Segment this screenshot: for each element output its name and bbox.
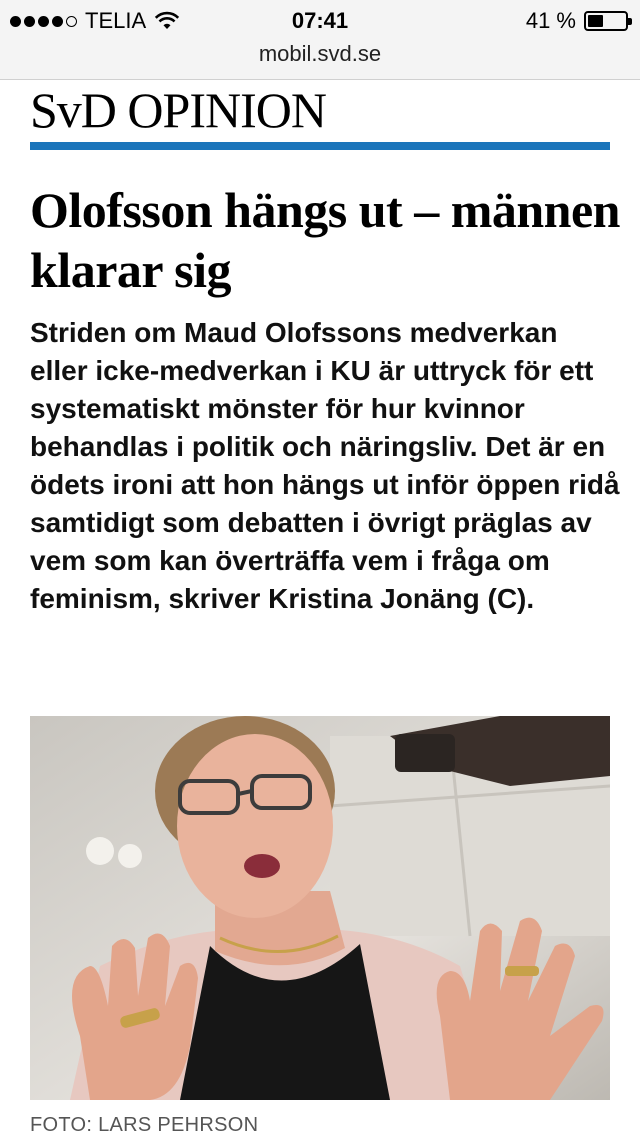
photo-caption: FOTO: LARS PEHRSON: [30, 1114, 259, 1136]
battery-fill: [588, 15, 603, 27]
status-time: 07:41: [291, 8, 349, 33]
carrier-name: TELIA: [85, 8, 147, 33]
article-photo-image: [30, 716, 610, 1100]
browser-top-bar: [0, 0, 640, 80]
url-address-bar[interactable]: mobil.svd.se: [258, 41, 382, 66]
header-accent-rule: [30, 142, 610, 150]
article-lead: Striden om Maud Olofssons medverkan eller icke-medverkan i KU är uttryck för ett systematiskt mönster för hur kvinnor behandlas i politik och näringsliv. Det är en ödets ironi att hon hängs ut inför öppen ridå samtidigt som debatten i övrigt präglas av vem som kan överträffa vem i fråga om feminism, skriver Kristina Jonäng (C).: [30, 317, 620, 614]
article-headline: Olofsson hängs ut – männen klarar sig: [30, 182, 620, 298]
battery-icon: [584, 11, 628, 31]
site-logo[interactable]: SvD OPINION: [30, 82, 326, 138]
battery-percent: 41 %: [525, 8, 576, 33]
article-photo[interactable]: [30, 716, 610, 1100]
status-right: [526, 8, 628, 34]
